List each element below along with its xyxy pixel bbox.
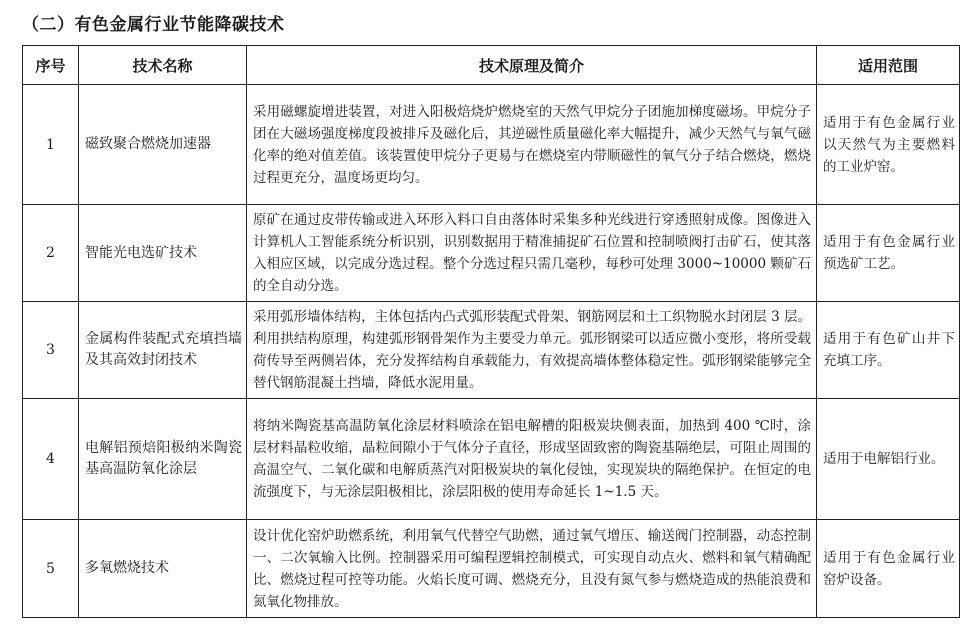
tech-name: 电解铝预焙阳极纳米陶瓷基高温防氧化涂层 — [79, 399, 247, 520]
tech-name: 多氧燃烧技术 — [79, 520, 247, 618]
table-row — [23, 205, 960, 302]
technology-table — [22, 45, 960, 618]
row-number: 3 — [23, 302, 79, 399]
tech-principle: 设计优化窑炉助燃系统，利用氧气代替空气助燃，通过氧气增压、输送阀门控制器，动态控制一、二次氧输入比例。控制器采用可编程逻辑控制模式，可实现自动点火、燃料和氧气精确配比、燃烧过程可控等功能。火焰长度可调、燃烧充分，且没有氮气参与燃烧造成的热能浪费和氮氧化物排放。 — [247, 520, 817, 618]
tech-scope: 适用于有色金属行业预选矿工艺。 — [817, 205, 960, 302]
tech-principle: 原矿在通过皮带传输或进入环形入料口自由落体时采集多种光线进行穿透照射成像。图像进入计算机人工智能系统分析识别，识别数据用于精准捕捉矿石位置和控制喷阀打击矿石，使其落入相应区域，以完成分选过程。整个分选过程只需几毫秒，每秒可处理 3000~10000 颗矿石的全自动分选。 — [247, 205, 817, 302]
tech-scope: 适用于有色金属行业以天然气为主要燃料的工业炉窑。 — [817, 85, 960, 205]
header-principle: 技术原理及简介 — [247, 46, 817, 85]
tech-principle: 采用弧形墙体结构，主体包括内凸式弧形装配式骨架、钢筋网层和土工织物脱水封闭层 3 层。利用拱结构原理，构建弧形钢骨架作为主要受力单元。弧形钢梁可以适应微小变形，将所受载荷传导至两侧岩体，充分发挥结构自承载能力，有效提高墙体整体稳定性。弧形钢梁能够完全替代钢筋混凝土挡墙，降低水泥用量。 — [247, 302, 817, 399]
tech-scope: 适用于有色矿山井下充填工序。 — [817, 302, 960, 399]
tech-scope: 适用于电解铝行业。 — [817, 399, 960, 520]
tech-name: 金属构件装配式充填挡墙及其高效封闭技术 — [79, 302, 247, 399]
header-scope: 适用范围 — [817, 46, 960, 85]
tech-principle: 将纳米陶瓷基高温防氧化涂层材料喷涂在铝电解槽的阳极炭块侧表面，加热到 400 ℃时，涂层材料晶粒收缩，晶粒间隙小于气体分子直径，形成坚固致密的陶瓷基隔绝层，可阻止周围的高温空气、二氧化碳和电解质蒸汽对阳极炭块的氧化侵蚀，实现炭块的隔绝保护。在恒定的电流强度下，与无涂层阳极相比，涂层阳极的使用寿命延长 1~1.5 天。 — [247, 399, 817, 520]
row-number: 2 — [23, 205, 79, 302]
tech-principle: 采用磁螺旋增进装置，对进入阳极焙烧炉燃烧室的天然气甲烷分子团施加梯度磁场。甲烷分子团在大磁场强度梯度段被排斥及磁化后，其逆磁性质量磁化率大幅提升，减少天然气与氧气磁化率的绝对值差值。该装置使甲烷分子更易与在燃烧室内带顺磁性的氧气分子结合燃烧，燃烧过程更充分，温度场更均匀。 — [247, 85, 817, 205]
table-row — [23, 85, 960, 205]
table-row — [23, 399, 960, 520]
row-number: 5 — [23, 520, 79, 618]
row-number: 1 — [23, 85, 79, 205]
table-header-row — [23, 46, 960, 85]
table-row — [23, 302, 960, 399]
section-title: （二）有色金属行业节能降碳技术 — [22, 15, 285, 35]
row-number: 4 — [23, 399, 79, 520]
table-row — [23, 520, 960, 618]
tech-name: 磁致聚合燃烧加速器 — [79, 85, 247, 205]
tech-scope: 适用于有色金属行业窑炉设备。 — [817, 520, 960, 618]
tech-name: 智能光电选矿技术 — [79, 205, 247, 302]
header-name: 技术名称 — [79, 46, 247, 85]
header-no: 序号 — [23, 46, 79, 85]
